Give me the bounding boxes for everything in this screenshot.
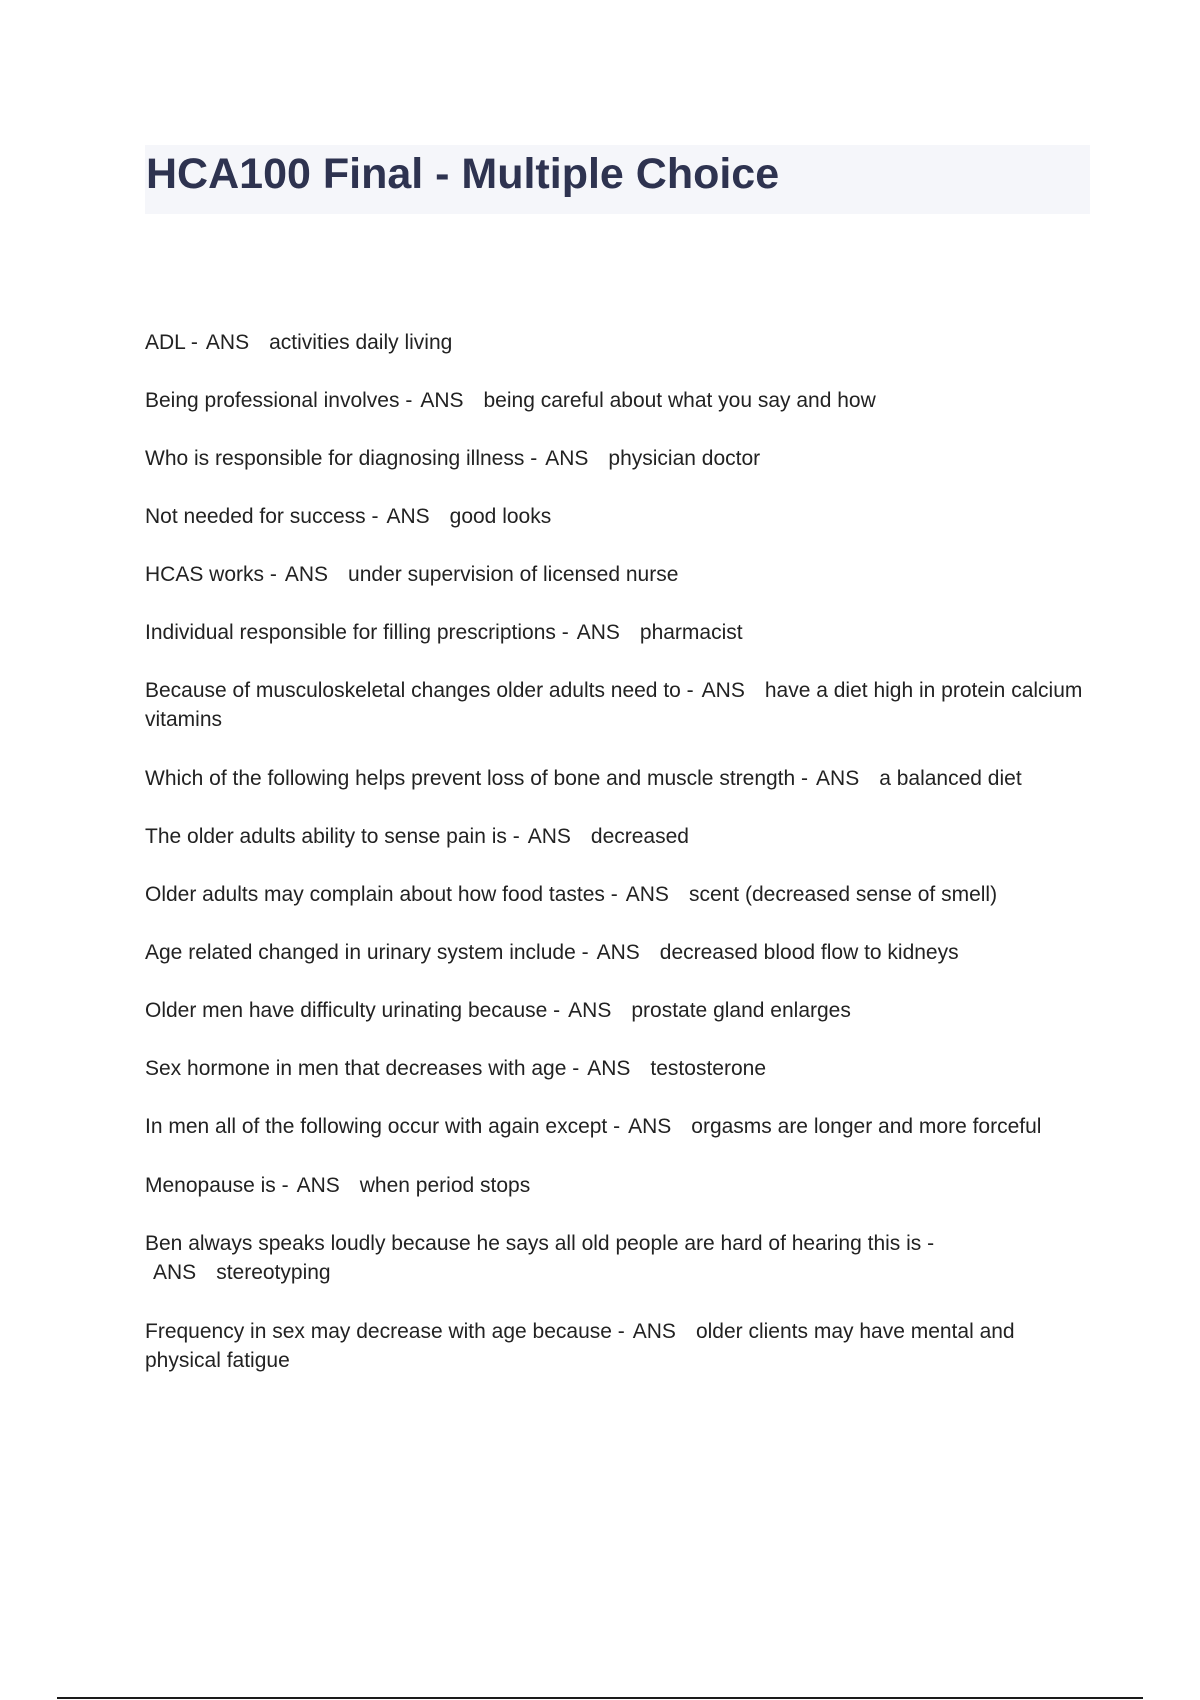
answer-text: good looks: [449, 505, 552, 528]
answer-text: stereotyping: [216, 1261, 331, 1284]
answer-text: when period stops: [359, 1174, 531, 1197]
answer-marker: ANS: [568, 999, 612, 1022]
qa-item: [145, 938, 1095, 967]
question-text: Age related changed in urinary system include -: [145, 941, 589, 964]
qa-item: [145, 1054, 1095, 1083]
qa-item: [145, 444, 1095, 473]
question-text: Individual responsible for filling prescriptions -: [145, 621, 569, 644]
question-text: Frequency in sex may decrease with age because -: [145, 1320, 625, 1343]
question-text: Who is responsible for diagnosing illness -: [145, 447, 538, 470]
answer-text: activities daily living: [269, 331, 453, 354]
qa-item: [145, 618, 1095, 647]
answer-marker: ANS: [205, 331, 250, 354]
answer-marker: ANS: [701, 679, 745, 702]
answer-marker: ANS: [386, 505, 430, 528]
qa-item: [145, 996, 1095, 1025]
qa-item: [145, 502, 1095, 531]
answer-text: older clients may have mental and physical fatigue: [145, 1320, 1015, 1372]
answer-marker: ANS: [284, 563, 329, 586]
answer-text: pharmacist: [639, 621, 743, 644]
qa-item: [145, 676, 1095, 734]
question-text: Older men have difficulty urinating because -: [145, 999, 561, 1022]
answer-marker: ANS: [625, 883, 669, 906]
answer-text: decreased: [590, 825, 689, 848]
answer-marker: ANS: [587, 1057, 631, 1080]
answer-text: testosterone: [650, 1057, 766, 1080]
question-text: Which of the following helps prevent loss of bone and muscle strength -: [145, 767, 809, 790]
answer-text: scent (decreased sense of smell): [688, 883, 998, 906]
qa-item: [145, 386, 1095, 415]
question-text: ADL -: [145, 331, 198, 354]
answer-text: under supervision of licensed nurse: [348, 563, 679, 586]
qa-item: [145, 1317, 1095, 1375]
answer-marker: ANS: [527, 825, 571, 848]
question-text: Not needed for success -: [145, 505, 379, 528]
answer-marker: ANS: [816, 767, 860, 790]
page-bottom-divider: [57, 1697, 1143, 1699]
page-title: HCA100 Final - Multiple Choice: [146, 150, 780, 198]
answer-marker: ANS: [420, 389, 464, 412]
question-text: Menopause is -: [145, 1174, 289, 1197]
qa-item: [145, 328, 1095, 357]
answer-text: being careful about what you say and how: [483, 389, 876, 412]
question-text: HCAS works -: [145, 563, 277, 586]
answer-marker: ANS: [596, 941, 640, 964]
qa-item: [145, 764, 1095, 793]
qa-item: [145, 1171, 1095, 1200]
answer-marker: ANS: [153, 1261, 197, 1284]
answer-marker: ANS: [632, 1320, 676, 1343]
answer-text: decreased blood flow to kidneys: [659, 941, 959, 964]
answer-text: have a diet high in protein calcium vitamins: [145, 679, 1083, 731]
answer-text: a balanced diet: [879, 767, 1022, 790]
answer-marker: ANS: [576, 621, 620, 644]
qa-item: [145, 1112, 1095, 1141]
question-text: The older adults ability to sense pain is -: [145, 825, 520, 848]
question-text: In men all of the following occur with again except -: [145, 1115, 621, 1138]
question-text: Ben always speaks loudly because he says all old people are hard of hearing this is -: [145, 1232, 935, 1255]
question-answer-list: [145, 328, 1095, 1405]
answer-text: prostate gland enlarges: [631, 999, 851, 1022]
question-text: Older adults may complain about how food tastes -: [145, 883, 618, 906]
answer-marker: ANS: [545, 447, 589, 470]
answer-text: orgasms are longer and more forceful: [691, 1115, 1042, 1138]
qa-item: [145, 880, 1095, 909]
answer-marker: ANS: [628, 1115, 672, 1138]
qa-item: [145, 1229, 1095, 1287]
qa-item: [145, 560, 1095, 589]
qa-item: [145, 822, 1095, 851]
answer-text: physician doctor: [608, 447, 761, 470]
question-text: Sex hormone in men that decreases with age -: [145, 1057, 580, 1080]
question-text: Being professional involves -: [145, 389, 413, 412]
answer-marker: ANS: [296, 1174, 340, 1197]
question-text: Because of musculoskeletal changes older adults need to -: [145, 679, 694, 702]
